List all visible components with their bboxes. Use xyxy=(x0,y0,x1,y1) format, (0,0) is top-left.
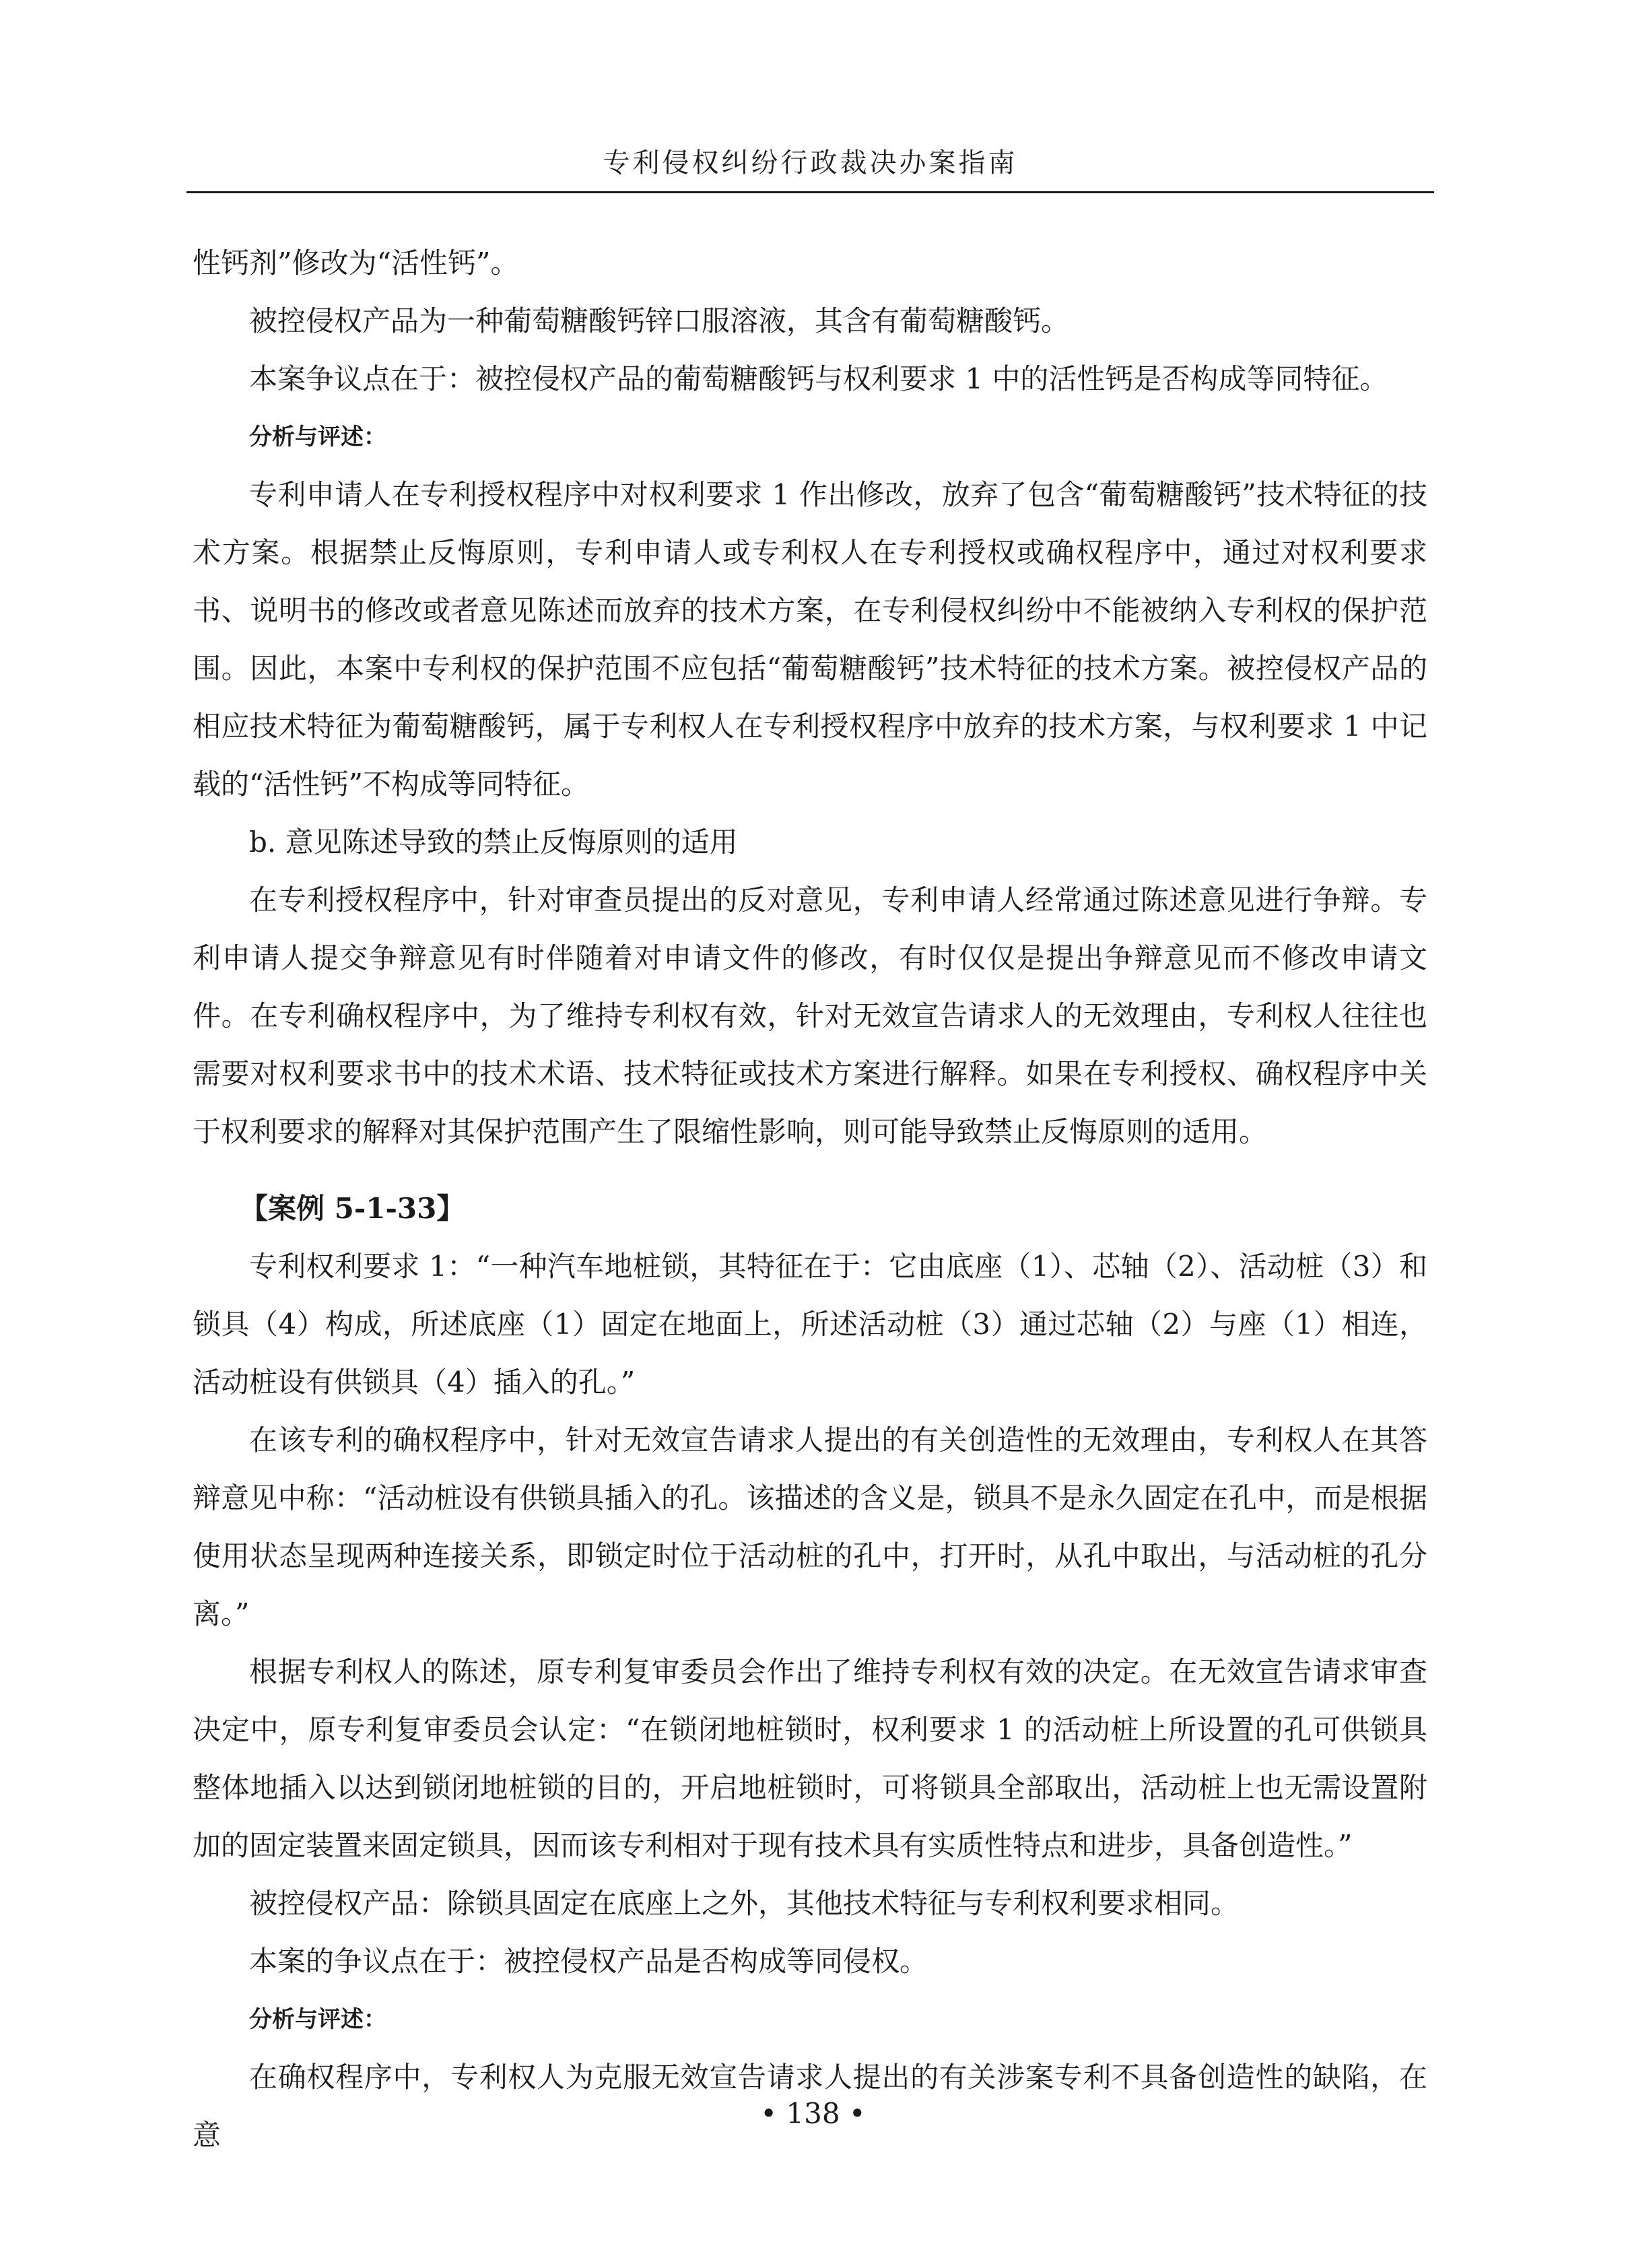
paragraph: 本案的争议点在于：被控侵权产品是否构成等同侵权。 xyxy=(249,1945,928,1978)
page-body xyxy=(193,234,1427,2164)
analysis-label: 分析与评述： xyxy=(249,424,386,451)
header-rule xyxy=(187,191,1434,193)
paragraph: 被控侵权产品为一种葡萄糖酸钙锌口服溶液，其含有葡萄糖酸钙。 xyxy=(249,304,1070,337)
analysis-label: 分析与评述： xyxy=(249,2006,386,2033)
paragraph: 专利申请人在专利授权程序中对权利要求 1 作出修改，放弃了包含“葡萄糖酸钙”技术特征的技术方案。根据禁止反悔原则，专利申请人或专利权人在专利授权或确权程序中，通过对权利要求书、说明书的修改或者意见陈述而放弃的技术方案，在专利侵权纠纷中不能被纳入专利权的保护范围。因此，本案中专利权的保护范围不应包括“葡萄糖酸钙”技术特征的技术方案。被控侵权产品的相应技术特征为葡萄糖酸钙，属于专利权人在专利授权程序中放弃的技术方案，与权利要求 1 中记载的“活性钙”不构成等同特征。 xyxy=(193,478,1427,801)
paragraph: 根据专利权人的陈述，原专利复审委员会作出了维持专利权有效的决定。在无效宣告请求审查决定中，原专利复审委员会认定：“在锁闭地桩锁时，权利要求 1 的活动桩上所设置的孔可供锁具整体地插入以达到锁闭地桩锁的目的，开启地桩锁时，可将锁具全部取出，活动桩上也无需设置附加的固定装置来固定锁具，因而该专利相对于现有技术具有实质性特点和进步，具备创造性。” xyxy=(193,1655,1427,1862)
running-header: 专利侵权纠纷行政裁决办案指南 xyxy=(603,147,1018,178)
section-subheading: b. 意见陈述导致的禁止反悔原则的适用 xyxy=(249,826,738,859)
paragraph: 在该专利的确权程序中，针对无效宣告请求人提出的有关创造性的无效理由，专利权人在其答辩意见中称：“活动桩设有供锁具插入的孔。该描述的含义是，锁具不是永久固定在孔中，而是根据使用状态呈现两种连接关系，即锁定时位于活动桩的孔中，打开时，从孔中取出，与活动桩的孔分离。” xyxy=(193,1424,1427,1630)
paragraph: 本案争议点在于：被控侵权产品的葡萄糖酸钙与权利要求 1 中的活性钙是否构成等同特征。 xyxy=(249,362,1388,395)
case-title: 【案例 5-1-33】 xyxy=(240,1192,465,1225)
paragraph: 在专利授权程序中，针对审查员提出的反对意见，专利申请人经常通过陈述意见进行争辩。专利申请人提交争辩意见有时伴随着对申请文件的修改，有时仅仅是提出争辩意见而不修改申请文件。在专利确权程序中，为了维持专利权有效，针对无效宣告请求人的无效理由，专利权人往往也需要对权利要求书中的技术术语、技术特征或技术方案进行解释。如果在专利授权、确权程序中关于权利要求的解释对其保护范围产生了限缩性影响，则可能导致禁止反悔原则的适用。 xyxy=(193,883,1427,1148)
paragraph: 被控侵权产品：除锁具固定在底座上之外，其他技术特征与专利权利要求相同。 xyxy=(249,1887,1240,1920)
paragraph: 性钙剂”修改为“活性钙”。 xyxy=(193,246,519,279)
paragraph: 专利权利要求 1：“一种汽车地桩锁，其特征在于：它由底座（1）、芯轴（2）、活动桩（3）和锁具（4）构成，所述底座（1）固定在地面上，所述活动桩（3）通过芯轴（2）与座（1）相连，活动桩设有供锁具（4）插入的孔。” xyxy=(193,1250,1427,1399)
paragraph: 在确权程序中，专利权人为克服无效宣告请求人提出的有关涉案专利不具备创造性的缺陷，在意 xyxy=(193,2061,1427,2152)
page-number: • 138 • xyxy=(760,2097,866,2130)
